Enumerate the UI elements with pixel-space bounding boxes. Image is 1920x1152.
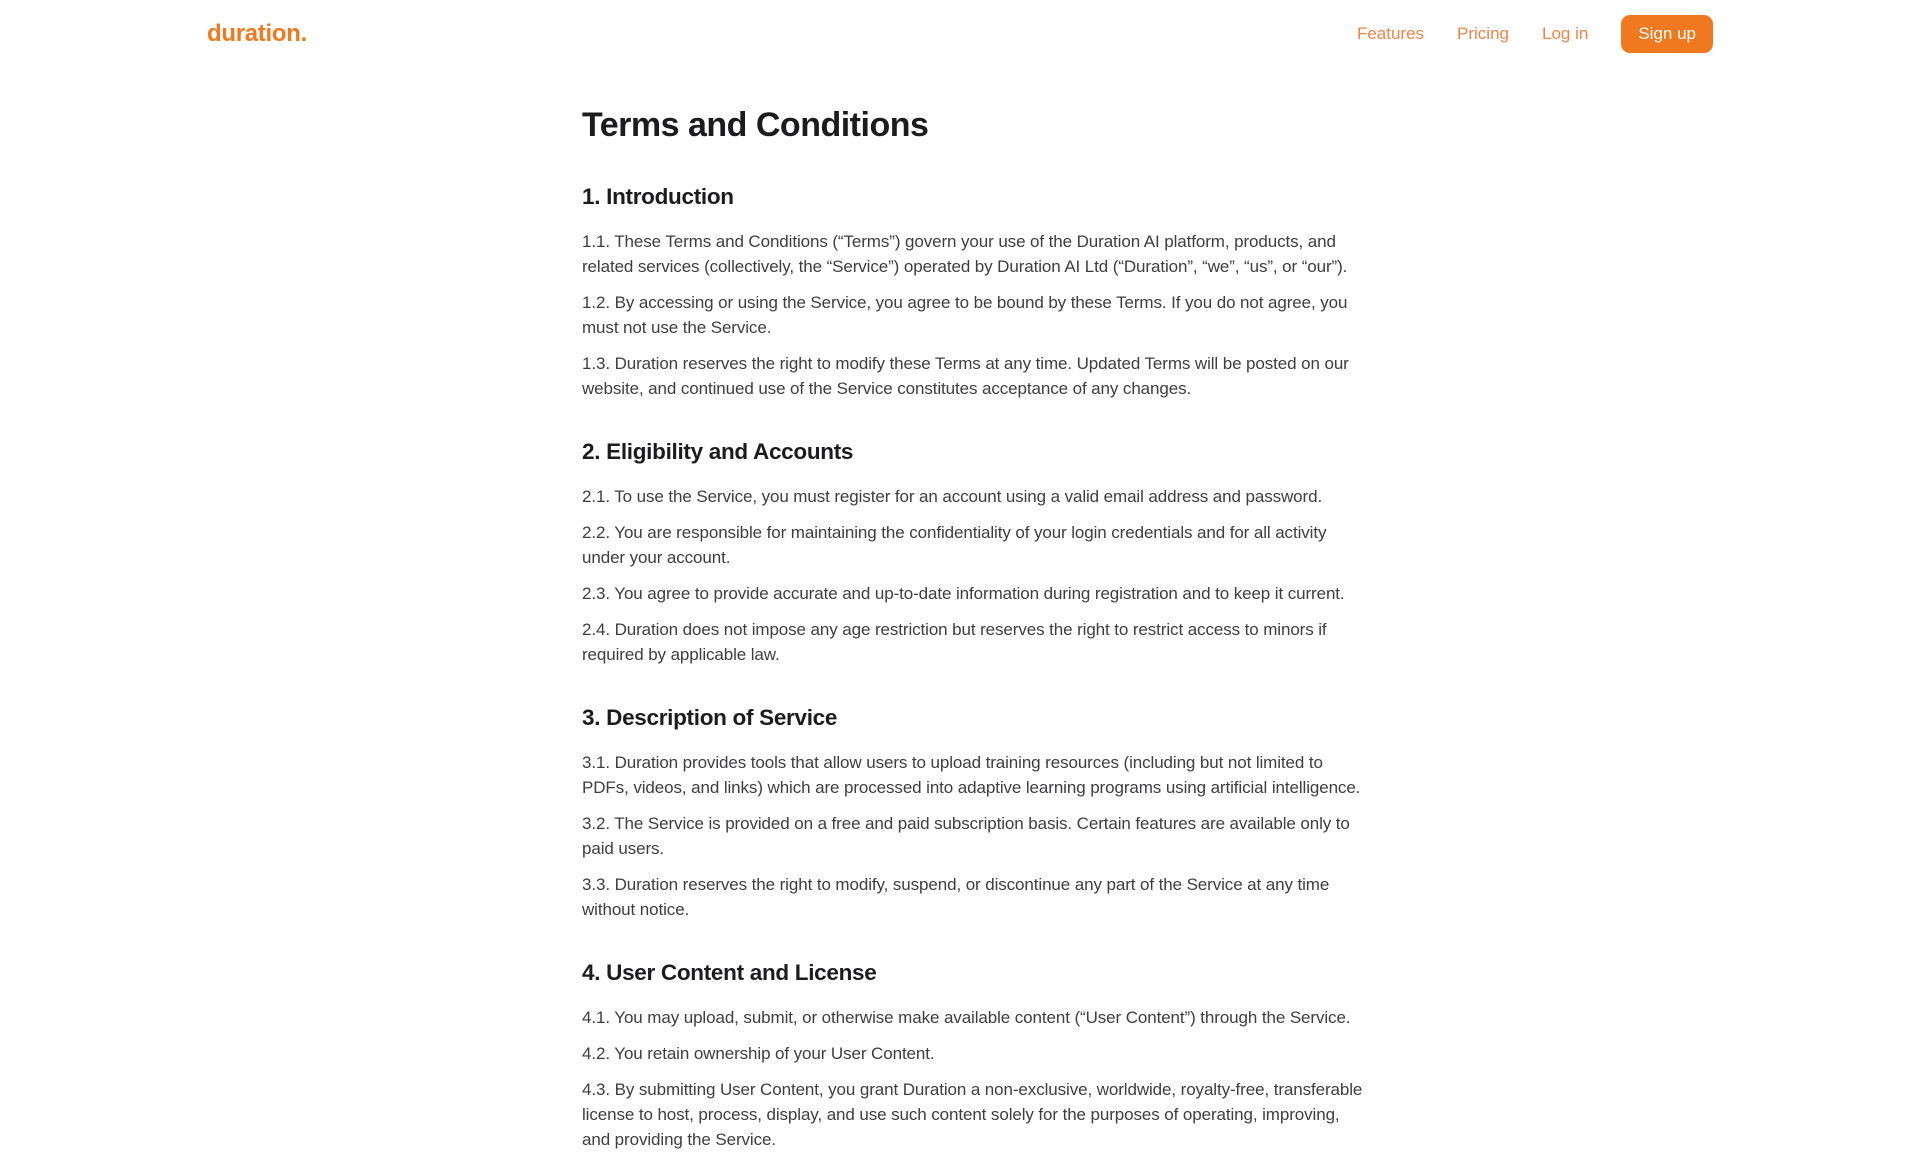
section-description-of-service (582, 704, 1370, 922)
terms-clause-4-2: 4.2. You retain ownership of your User Content. (582, 1044, 935, 1064)
nav-link-pricing[interactable]: Pricing (1457, 24, 1509, 43)
nav-link-features[interactable]: Features (1356, 24, 1425, 43)
section-heading-eligibility: 2. Eligibility and Accounts (582, 438, 854, 464)
nav-link-login[interactable]: Log in (1542, 24, 1589, 43)
main-nav (1357, 15, 1713, 53)
section-heading-user-content: 4. User Content and License (582, 960, 877, 986)
terms-clause-2-3: 2.3. You agree to provide accurate and up-to-date information during registration and to keep it current. (582, 584, 1345, 604)
section-heading-introduction: 1. Introduction (582, 183, 734, 209)
terms-clause-3-3: 3.3. Duration reserves the right to modify, suspend, or discontinue any part of the Service at any time without notice. (582, 875, 1330, 920)
section-eligibility-accounts (582, 438, 1370, 667)
terms-clause-2-2: 2.2. You are responsible for maintaining the confidentiality of your login credentials and for all activity under your account. (582, 523, 1327, 568)
terms-document (582, 68, 1370, 1152)
section-user-content-license (582, 959, 1370, 1152)
terms-clause-3-2: 3.2. The Service is provided on a free and paid subscription basis. Certain features are available only to paid users. (582, 814, 1350, 859)
terms-clause-3-1: 3.1. Duration provides tools that allow users to upload training resources (including but not limited to PDFs, videos, and links) which are processed into adaptive learning programs using artificial intelligence. (582, 753, 1361, 798)
terms-clause-4-3: 4.3. By submitting User Content, you grant Duration a non-exclusive, worldwide, royalty-free, transferable license to host, process, display, and use such content solely for the purposes of operating, improving, and providing the Service. (582, 1080, 1363, 1150)
terms-clause-2-1: 2.1. To use the Service, you must register for an account using a valid email address and password. (582, 487, 1323, 507)
terms-clause-1-1: 1.1. These Terms and Conditions (“Terms”) govern your use of the Duration AI platform, products, and related services (collectively, the “Service”) operated by Duration AI Ltd (“Duration”, “we”, “us”, or “our”). (582, 231, 1348, 276)
section-introduction (582, 183, 1370, 401)
signup-button[interactable]: Sign up (1621, 15, 1713, 53)
page-title: Terms and Conditions (582, 106, 929, 144)
section-heading-description: 3. Description of Service (582, 705, 838, 731)
brand-logo[interactable]: duration. (207, 20, 307, 47)
terms-clause-1-2: 1.2. By accessing or using the Service, you agree to be bound by these Terms. If you do not agree, you must not use the Service. (582, 292, 1348, 337)
terms-clause-1-3: 1.3. Duration reserves the right to modify these Terms at any time. Updated Terms will be posted on our website, and continued use of the Service constitutes acceptance of any changes. (582, 353, 1349, 398)
terms-clause-2-4: 2.4. Duration does not impose any age restriction but reserves the right to restrict access to minors if required by applicable law. (582, 620, 1327, 665)
site-header (0, 0, 1920, 68)
terms-clause-4-1: 4.1. You may upload, submit, or otherwise make available content (“User Content”) through the Service. (582, 1008, 1351, 1028)
